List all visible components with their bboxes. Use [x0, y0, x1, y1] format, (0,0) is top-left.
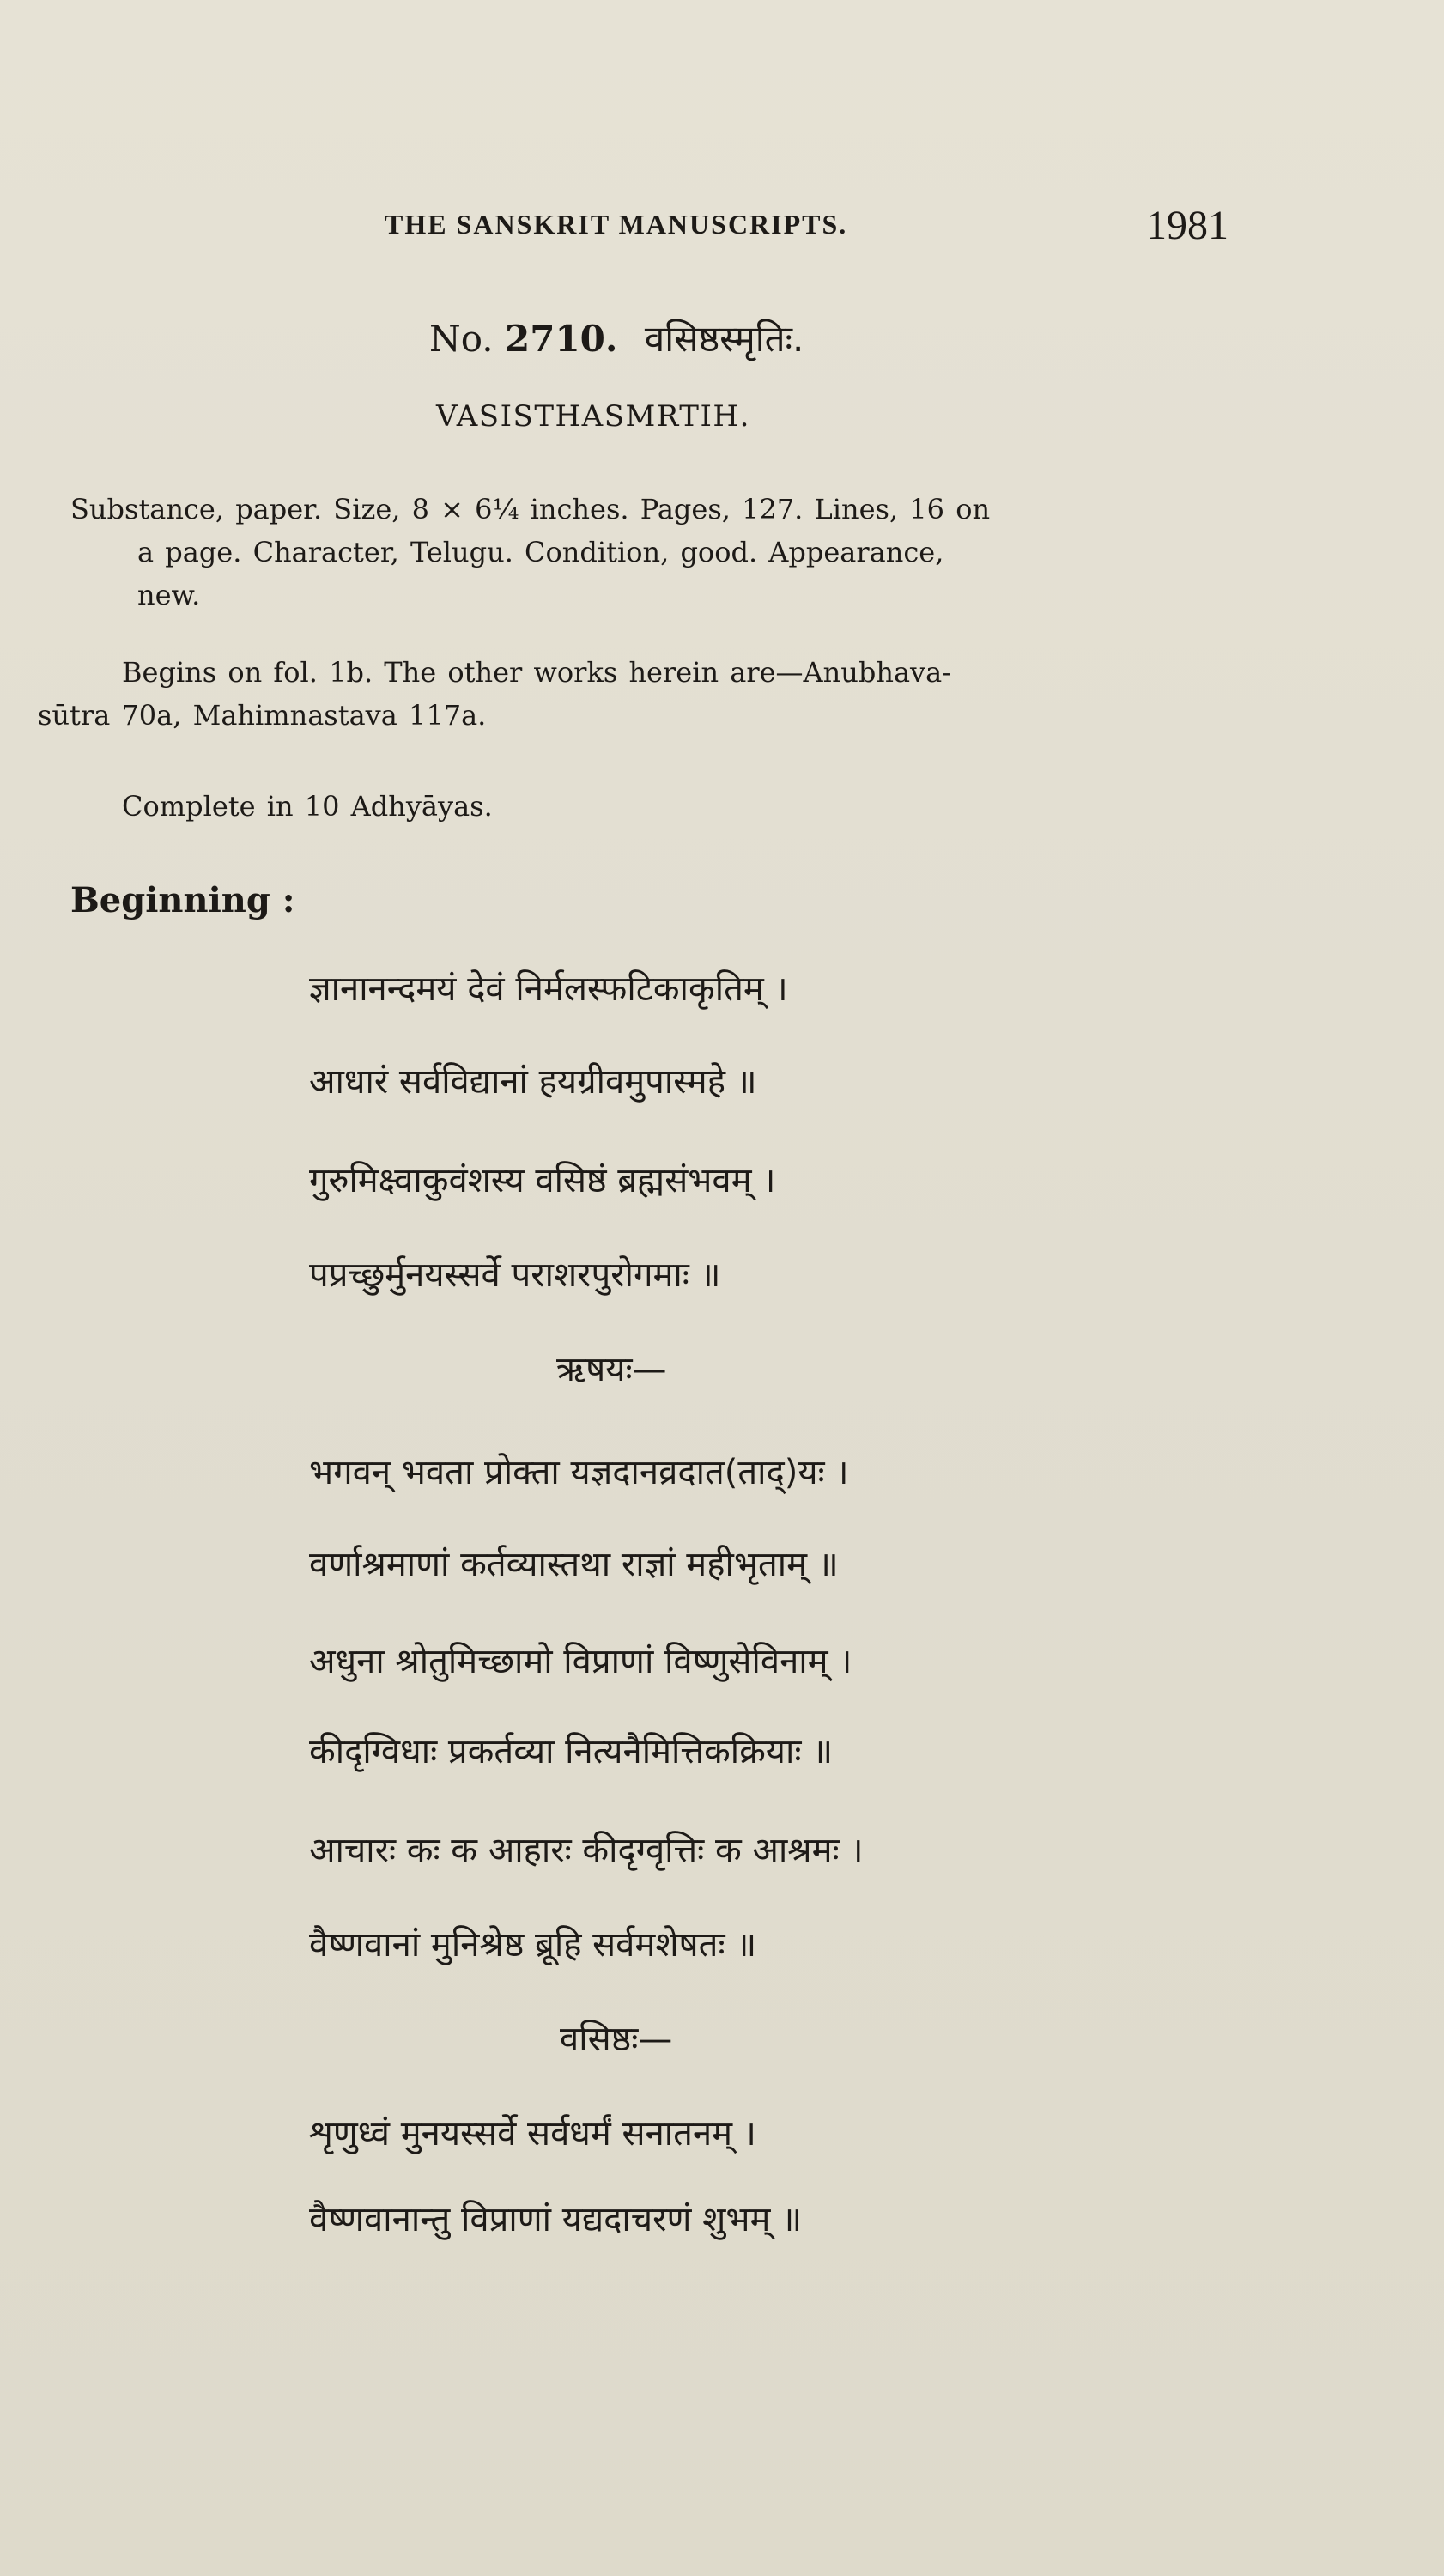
entry-heading — [429, 313, 804, 362]
verse-line: वर्णाश्रमाणां कर्तव्यास्तथा राज्ञां महीभृताम् ॥ — [309, 1545, 839, 1584]
verse-line: पप्रच्छुर्मुनयस्सर्वे पराशरपुरोगमाः ॥ — [309, 1255, 721, 1295]
contents-description-line: sūtra 70a, Mahimnastava 117a. — [38, 699, 487, 732]
verse-line: शृणुध्वं मुनयस्सर्वे सर्वधर्मं सनातनम् । — [309, 2114, 756, 2154]
verse-line: आचारः कः क आहारः कीदृग्वृत्तिः क आश्रमः । — [309, 1831, 864, 1870]
physical-description-line: new. — [137, 579, 201, 611]
speaker-vasistha: वसिष्ठः— — [560, 2020, 673, 2059]
completeness-note: Complete in 10 Adhyāyas. — [122, 790, 493, 823]
page-number: 1981 — [1146, 203, 1229, 248]
speaker-rishis: ऋषयः— — [556, 1350, 667, 1389]
physical-description — [70, 488, 1238, 617]
verse-line: कीदृग्विधाः प्रकर्तव्या नित्यनैमित्तिकक्रियाः ॥ — [309, 1732, 834, 1771]
physical-description-line: Substance, paper. Size, 8 × 6¼ inches. Pages, 127. Lines, 16 on — [70, 493, 991, 526]
entry-sanskrit-title: वसिष्ठस्मृतिः. — [644, 318, 804, 360]
verse-line: गुरुमिक्ष्वाकुवंशस्य वसिष्ठं ब्रह्मसंभवम् । — [309, 1161, 776, 1200]
verse-line: भगवन् भवता प्रोक्ता यज्ञदानव्रदात(ताद्)यः । — [309, 1453, 849, 1492]
verse-line: अधुना श्रोतुमिच्छामो विप्राणां विष्णुसेविनाम् । — [309, 1642, 852, 1681]
beginning-label: Beginning : — [70, 880, 295, 920]
entry-transliteration: VASISTHASMRTIH. — [436, 399, 750, 434]
verse-line: आधारं सर्वविद्यानां हयग्रीवमुपास्महे ॥ — [309, 1062, 757, 1102]
verse-line: ज्ञानानन्दमयं देवं निर्मलस्फटिकाकृतिम् । — [309, 969, 788, 1009]
contents-description-line: Begins on fol. 1b. The other works herein are—Anubhava- — [122, 656, 952, 689]
entry-number: 2710. — [505, 318, 618, 360]
contents-description — [38, 651, 1238, 737]
entry-number-prefix: No. — [429, 318, 494, 360]
running-title: THE SANSKRIT MANUSCRIPTS. — [385, 209, 848, 240]
physical-description-line: a page. Character, Telugu. Condition, good. Appearance, — [137, 536, 944, 568]
verse-line: वैष्णवानां मुनिश्रेष्ठ ब्रूहि सर्वमशेषतः ॥ — [309, 1925, 757, 1965]
verse-line: वैष्णवानान्तु विप्राणां यद्यदाचरणं शुभम् ॥ — [309, 2200, 803, 2239]
